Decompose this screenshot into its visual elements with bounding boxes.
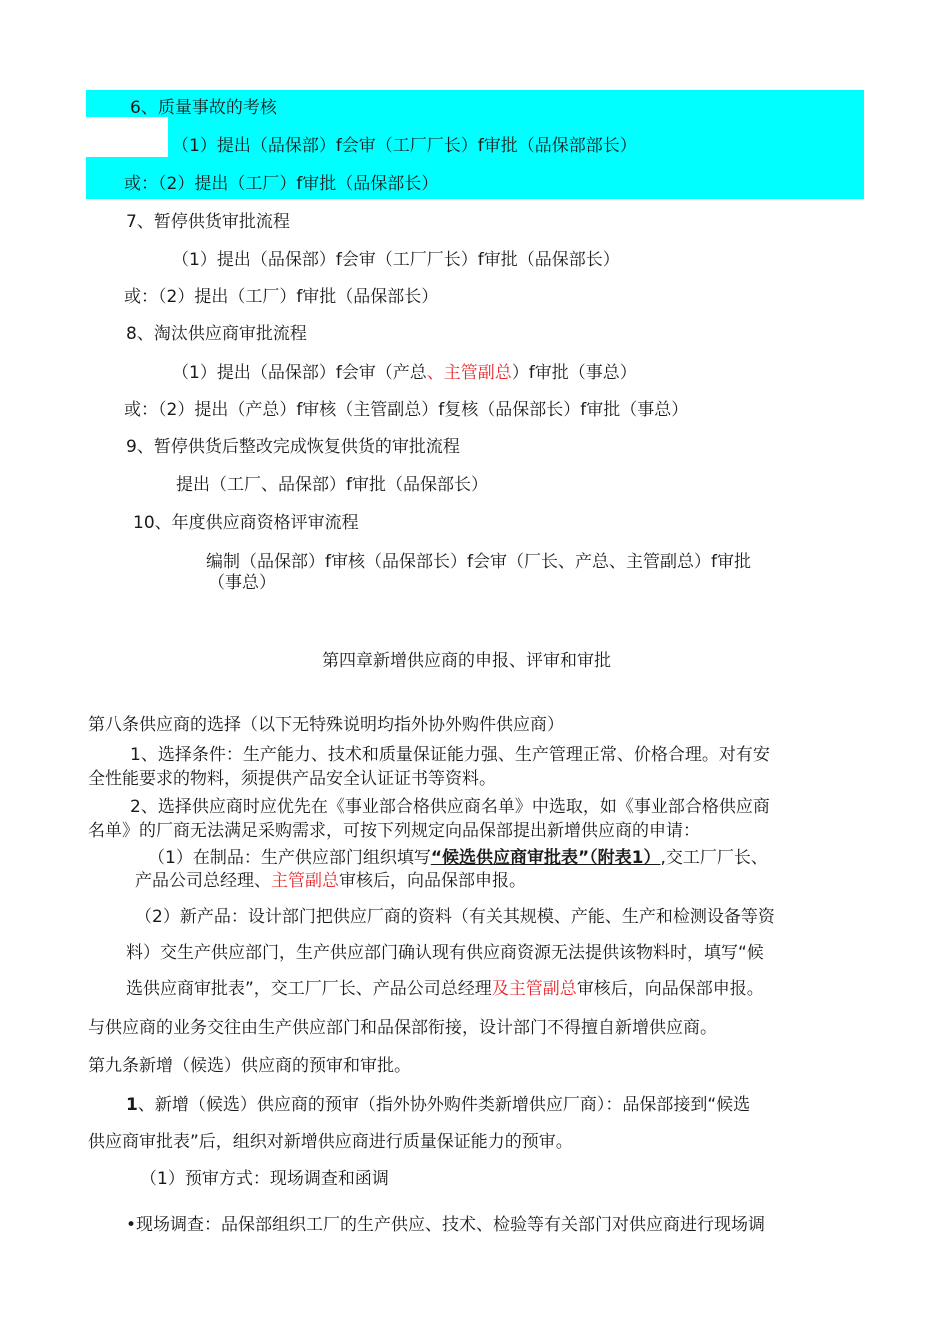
or-prefix: 或： bbox=[124, 400, 158, 420]
article-8-p1-line-1: 1、选择条件：生产能力、技术和质量保证能力强、生产管理正常、价格合理。对有安 bbox=[130, 745, 770, 765]
article-8-p3-line-2 bbox=[135, 870, 526, 892]
section-7-flow-1: （1）提出（品保部）f会审（工厂厂长）f审批（品保部长） bbox=[172, 250, 620, 270]
red-text: 主管副总 bbox=[271, 871, 339, 891]
section-6-flow-1: （1）提出（品保部）f会审（工厂厂长）f审批（品保部部长） bbox=[172, 136, 637, 156]
or-prefix: 或： bbox=[124, 287, 158, 307]
article-8-p5: 与供应商的业务交往由生产供应部门和品保部衔接，设计部门不得擅自新增供应商。 bbox=[88, 1018, 717, 1038]
article-8-p4-line-3 bbox=[126, 978, 764, 1000]
section-8-flow-2 bbox=[124, 399, 688, 421]
article-8-p1-line-2: 全性能要求的物料，须提供产品安全认证证书等资料。 bbox=[88, 769, 496, 789]
flow-text: （2）提出（工厂）f审批（品保部长） bbox=[158, 287, 439, 307]
section-10-heading: 10、年度供应商资格评审流程 bbox=[133, 513, 359, 533]
article-8-p3-line-1 bbox=[148, 847, 768, 869]
article-8-p4-line-2: 料）交生产供应部门，生产供应部门确认现有供应商资源无法提供该物料时，填写“候 bbox=[126, 943, 764, 963]
section-8-heading: 8、淘汰供应商审批流程 bbox=[126, 324, 307, 344]
section-9-heading: 9、暂停供货后整改完成恢复供货的审批流程 bbox=[126, 437, 460, 457]
text: 选供应商审批表”，交工厂厂长、产品公司总经理 bbox=[126, 979, 492, 999]
section-6-flow-2 bbox=[124, 173, 438, 195]
or-prefix: 或： bbox=[124, 174, 158, 194]
article-9-p2: （1）预审方式：现场调查和函调 bbox=[140, 1169, 389, 1189]
text: （1）在制品：生产供应部门组织填写 bbox=[148, 848, 431, 868]
section-7-flow-2 bbox=[124, 286, 438, 308]
article-8-p2-line-2: 名单》的厂商无法满足采购需求，可按下列规定向品保部提出新增供应商的申请： bbox=[88, 821, 700, 841]
article-9-p3: •现场调查：品保部组织工厂的生产供应、技术、检验等有关部门对供应商进行现场调 bbox=[126, 1215, 766, 1235]
text: 、新增（候选）供应商的预审（指外协外购件类新增供应厂商）：品保部接到“候选 bbox=[137, 1095, 751, 1115]
section-10-flow-line-2: （事总） bbox=[208, 573, 276, 593]
text: 审核后，向品保部申报。 bbox=[576, 979, 764, 999]
chapter-title: 第四章新增供应商的申报、评审和审批 bbox=[322, 651, 611, 671]
red-text: 及主管副总 bbox=[491, 979, 577, 999]
flow-text: （2）提出（工厂）f审批（品保部长） bbox=[158, 174, 439, 194]
red-text: 、主管副总 bbox=[426, 363, 512, 383]
article-9-p1-line-1 bbox=[126, 1094, 750, 1116]
article-8-title: 第八条供应商的选择（以下无特殊说明均指外协外购件供应商） bbox=[88, 715, 564, 735]
item-number: 1 bbox=[126, 1095, 138, 1115]
section-9-flow: 提出（工厂、品保部）f审批（品保部长） bbox=[176, 475, 488, 495]
article-8-p4-line-1: （2）新产品：设计部门把供应厂商的资料（有关其规模、产能、生产和检测设备等资 bbox=[135, 907, 775, 927]
flow-text: （1）提出（品保部）f会审（产总 bbox=[172, 363, 427, 383]
flow-text: ）f审批（事总） bbox=[511, 363, 637, 383]
section-6-heading: 6、质量事故的考核 bbox=[130, 98, 277, 118]
article-9-title: 第九条新增（候选）供应商的预审和审批。 bbox=[88, 1056, 411, 1076]
text: ,交工厂厂长、 bbox=[660, 848, 768, 868]
form-reference: “候选供应商审批表”（附表1） bbox=[430, 848, 661, 868]
text: 审核后，向品保部申报。 bbox=[339, 871, 526, 891]
text: 产品公司总经理、 bbox=[135, 871, 271, 891]
section-10-flow-line-1: 编制（品保部）f审核（品保部长）f会审（厂长、产总、主管副总）f审批 bbox=[206, 552, 751, 572]
article-8-p2-line-1: 2、选择供应商时应优先在《事业部合格供应商名单》中选取，如《事业部合格供应商 bbox=[130, 797, 770, 817]
section-8-flow-1 bbox=[172, 362, 637, 384]
section-7-heading: 7、暂停供货审批流程 bbox=[126, 212, 290, 232]
flow-text: （2）提出（产总）f审核（主管副总）f复核（品保部长）f审批（事总） bbox=[158, 400, 689, 420]
article-9-p1-line-2: 供应商审批表”后，组织对新增供应商进行质量保证能力的预审。 bbox=[88, 1132, 573, 1152]
